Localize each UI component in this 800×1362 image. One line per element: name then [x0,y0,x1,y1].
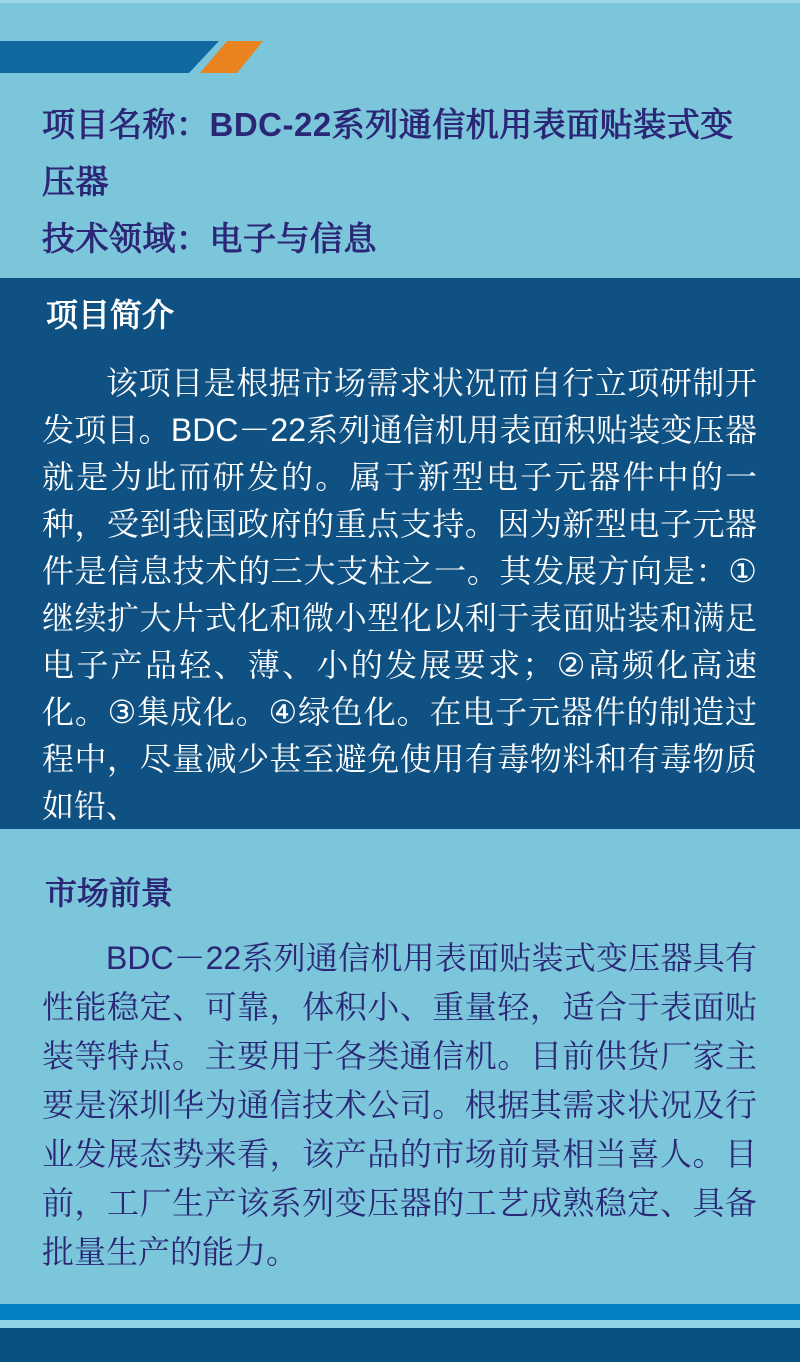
header-stripe-blue [0,41,219,73]
intro-section [0,278,800,829]
top-edge-strip [0,0,800,3]
project-name-title: 项目名称：BDC-22系列通信机用表面贴装式变压器 [42,106,734,200]
footer-accent-bar [0,1304,800,1320]
intro-heading: 项目简介 [46,297,175,333]
footer-light-strip [0,1320,800,1328]
intro-body-text: 该项目是根据市场需求状况而自行立项研制开发项目。BDC－22系列通信机用表面积贴装变压器就是为此而研发的。属于新型电子元器件中的一种，受到我国政府的重点支持。因为新型电子元器件是信息技术的三大支柱之一。其发展方向是：①继续扩大片式化和微小型化以利于表面贴装和满足电子产品轻、薄、小的发展要求；②高频化高速化。③集成化。④绿色化。在电子元器件的制造过程中，尽量减少甚至避免使用有毒物料和有毒物质如铅、 [42,365,757,824]
market-heading: 市场前景 [45,875,174,911]
title-block [42,96,762,267]
footer-dark-bar [0,1328,800,1362]
market-body-text: BDC－22系列通信机用表面贴装式变压器具有性能稳定、可靠，体积小、重量轻，适合于表面贴装等特点。主要用于各类通信机。目前供货厂家主要是深圳华为通信技术公司。根据其需求状况及行业发展态势来看，该产品的市场前景相当喜人。目前，工厂生产该系列变压器的工艺成熟稳定、具备批量生产的能力。 [42,940,757,1270]
tech-field-title: 技术领域：电子与信息 [42,220,377,257]
